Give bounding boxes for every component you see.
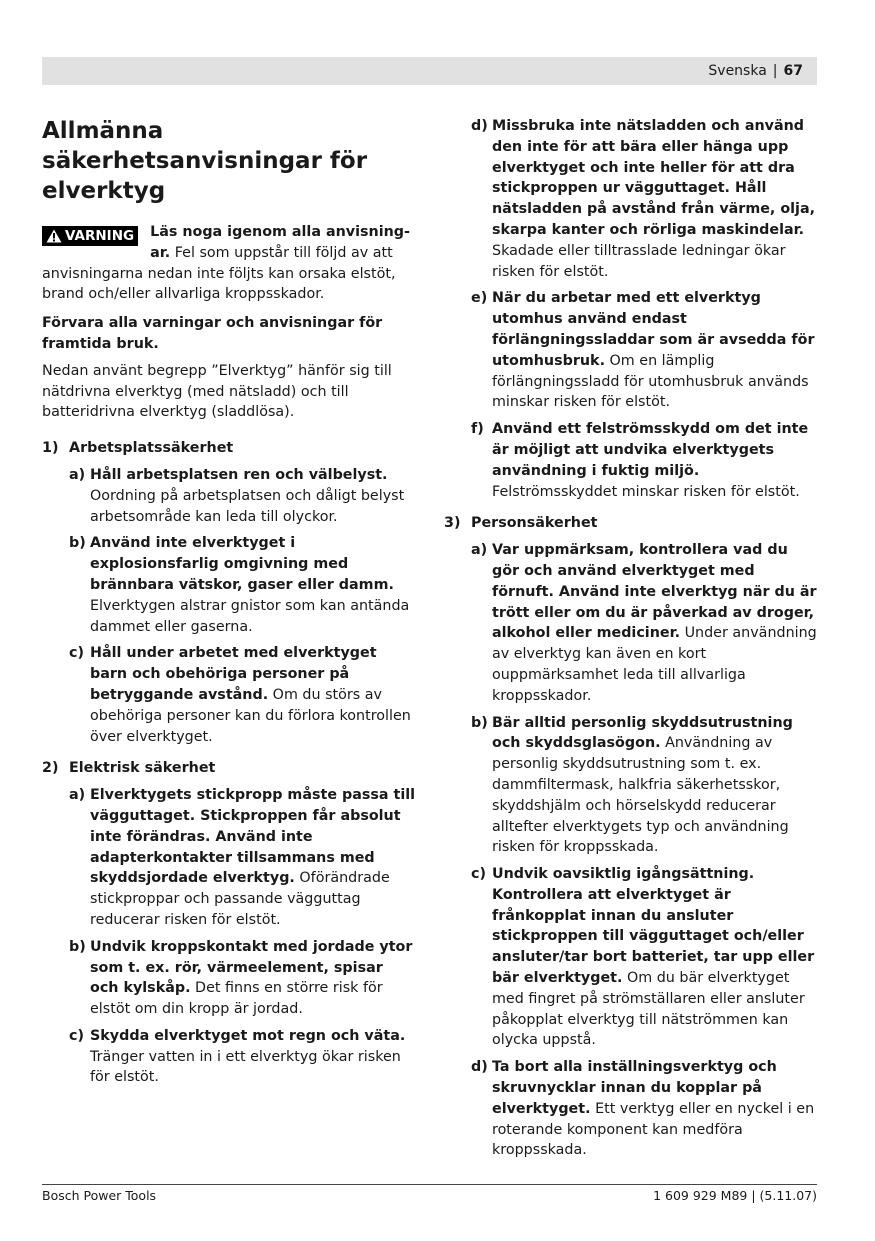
item-bold: Använd inte elverktyget i explosionsfarlig omgivning med brännbara vätskor, gaser eller damm. [90,535,394,593]
item-text: Oförändrade stickproppar och passande vägguttag reducerar risken för elstöt. [90,870,390,928]
item-letter: c) [471,866,487,883]
item-text: Användning av personlig skyddsutrustning som t. ex. dammfiltermask, halkfria säkerhetsskor, skyddshjälm och hörselskydd reducerar alltefter elverktygets typ och användning risken för kroppsskada. [492,735,789,856]
page-number: 67 [783,63,803,79]
list-item [444,713,818,859]
list-item [444,540,818,706]
item-text: Oordning på arbetsplatsen och dåligt belyst arbetsområde kan leda till olyckor. [90,487,405,525]
item-letter: b) [69,938,86,955]
definition-paragraph: Nedan använt begrepp ”Elverktyg” hänför sig till nätdrivna elverktyg (med nätsladd) och till batteridrivna elverktyg (sladdlösa). [42,362,392,421]
list-item [444,288,818,413]
warning-badge [42,226,138,246]
item-bold: När du arbetar med ett elverktyg utomhus använd endast förlängningssladdar som är avsedda för utomhusbruk. [492,290,815,369]
list-item [444,419,818,502]
right-column [444,116,818,1167]
item-text: Under användning av elverktyg kan även en kort ouppmärksamhet leda till allvarliga kroppsskador. [492,625,817,704]
item-text: Om du störs av obehöriga personer kan du förlora kontrollen över elverktyget. [90,686,411,745]
section-title: Arbetsplatssäkerhet [69,440,234,457]
page-header [42,57,817,85]
list-item [42,1026,416,1088]
item-bold: Håll under arbetet med elverktyget barn och obehöriga personer på betryggande avstånd. [90,645,377,703]
item-bold: Undvik oavsiktlig igångsättning. Kontrollera att elverktyget är frånkopplat innan du ansluter stickproppen till vägguttaget och/eller ansluter/tar bort batteriet, tar upp eller bär elverktyget. [492,866,815,987]
item-bold: Håll arbetsplatsen ren och välbelyst. [90,466,388,483]
item-letter: b) [69,535,86,552]
item-letter: f) [471,421,484,438]
header-separator: | [772,63,778,79]
item-letter: c) [69,645,85,662]
page-title: Allmänna säkerhetsanvisningar för elverktyg [42,118,368,204]
section-number: 1) [42,440,59,457]
footer-publisher: Bosch Power Tools [42,1188,157,1203]
item-letter: a) [69,466,86,483]
item-text: Skadade eller tilltrasslade ledningar ökar risken för elstöt. [492,242,786,280]
item-bold: Skydda elverktyget mot regn och väta. [90,1027,406,1044]
section-heading [42,438,416,459]
item-letter: d) [471,118,488,134]
list-item [42,533,416,637]
warning-text: Fel som uppstår till följd av att anvisningarna nedan inte följts kan orsaka elstöt, brand och/eller allvarliga kroppsskador. [42,244,396,303]
list-item [42,465,416,527]
item-bold: Bär alltid personlig skyddsutrustning och skyddsglasögon. [492,714,793,752]
list-item [42,643,416,747]
footer-divider [42,1184,817,1185]
item-letter: a) [471,542,488,559]
item-bold: Var uppmärksam, kontrollera vad du gör och använd elverktyget med förnuft. Använd inte elverktyg när du är trött eller om du är påverkad av droger, alkohol eller mediciner. [492,542,817,642]
item-text: Tränger vatten in i ett elverktyg ökar risken för elstöt. [90,1048,401,1086]
keep-instructions: Förvara alla varningar och anvisningar för framtida bruk. [42,315,383,352]
item-bold: Missbruka inte nätsladden och använd den inte för att bära eller hänga upp elverktyget och inte heller för att dra stickproppen ur vägguttaget. Håll nätsladden på avstånd från värme, olja, skarpa kanter och rörliga maskindelar. [492,118,816,238]
item-text: Ett verktyg eller en nyckel i en roterande komponent kan medföra kroppsskada. [492,1100,815,1159]
item-letter: c) [69,1027,85,1044]
section-heading [42,758,416,779]
warning-triangle-icon [46,229,62,243]
list-item [444,1057,818,1161]
left-column [42,116,416,1094]
item-text: Det finns en större risk för elstöt om din kropp är jordad. [90,980,383,1018]
list-item [42,785,416,931]
item-text: Elverktygen alstrar gnistor som kan antända dammet eller gaserna. [90,597,410,635]
item-text: Felströmsskyddet minskar risken för elstöt. [492,483,800,500]
item-letter: d) [471,1059,488,1076]
list-item [444,864,818,1051]
section-number: 2) [42,760,59,777]
item-bold: Undvik kroppskontakt med jordade ytor som t. ex. rör, värmeelement, spisar och kylskåp. [90,938,413,997]
footer-doc-id: 1 609 929 M89 | (5.11.07) [653,1188,817,1203]
item-bold: Ta bort alla inställningsverktyg och skruvnycklar innan du kopplar på elverktyget. [492,1059,777,1117]
section-title: Personsäkerhet [471,515,598,532]
section-title: Elektrisk säkerhet [69,760,216,777]
warning-bold-text: Läs noga igenom alla anvisning-ar. [150,224,410,261]
header-language: Svenska [708,63,767,79]
list-item [42,937,416,1020]
item-text: Om en lämplig förlängningssladd för utomhusbruk används minskar risken för elstöt. [492,352,809,411]
warning-block [42,222,416,305]
item-letter: b) [471,714,488,731]
warning-label: VARNING [65,228,135,244]
section-number: 3) [444,515,461,532]
item-bold: Elverktygets stickpropp måste passa till vägguttaget. Stickproppen får absolut inte förändras. Använd inte adapterkontakter tillsammans med skyddsjordade elverktyg. [90,787,416,887]
list-item [444,116,818,282]
item-bold: Använd ett felströmsskydd om det inte är möjligt att undvika elverktygets användning i fuktig miljö. [492,421,809,479]
section-heading [444,513,818,534]
item-letter: e) [471,290,488,307]
item-text: Om du bär elverktyget med fingret på strömställaren eller ansluter påkopplat elverktyg till nätströmmen kan olycka uppstå. [492,970,805,1049]
item-letter: a) [69,787,86,804]
